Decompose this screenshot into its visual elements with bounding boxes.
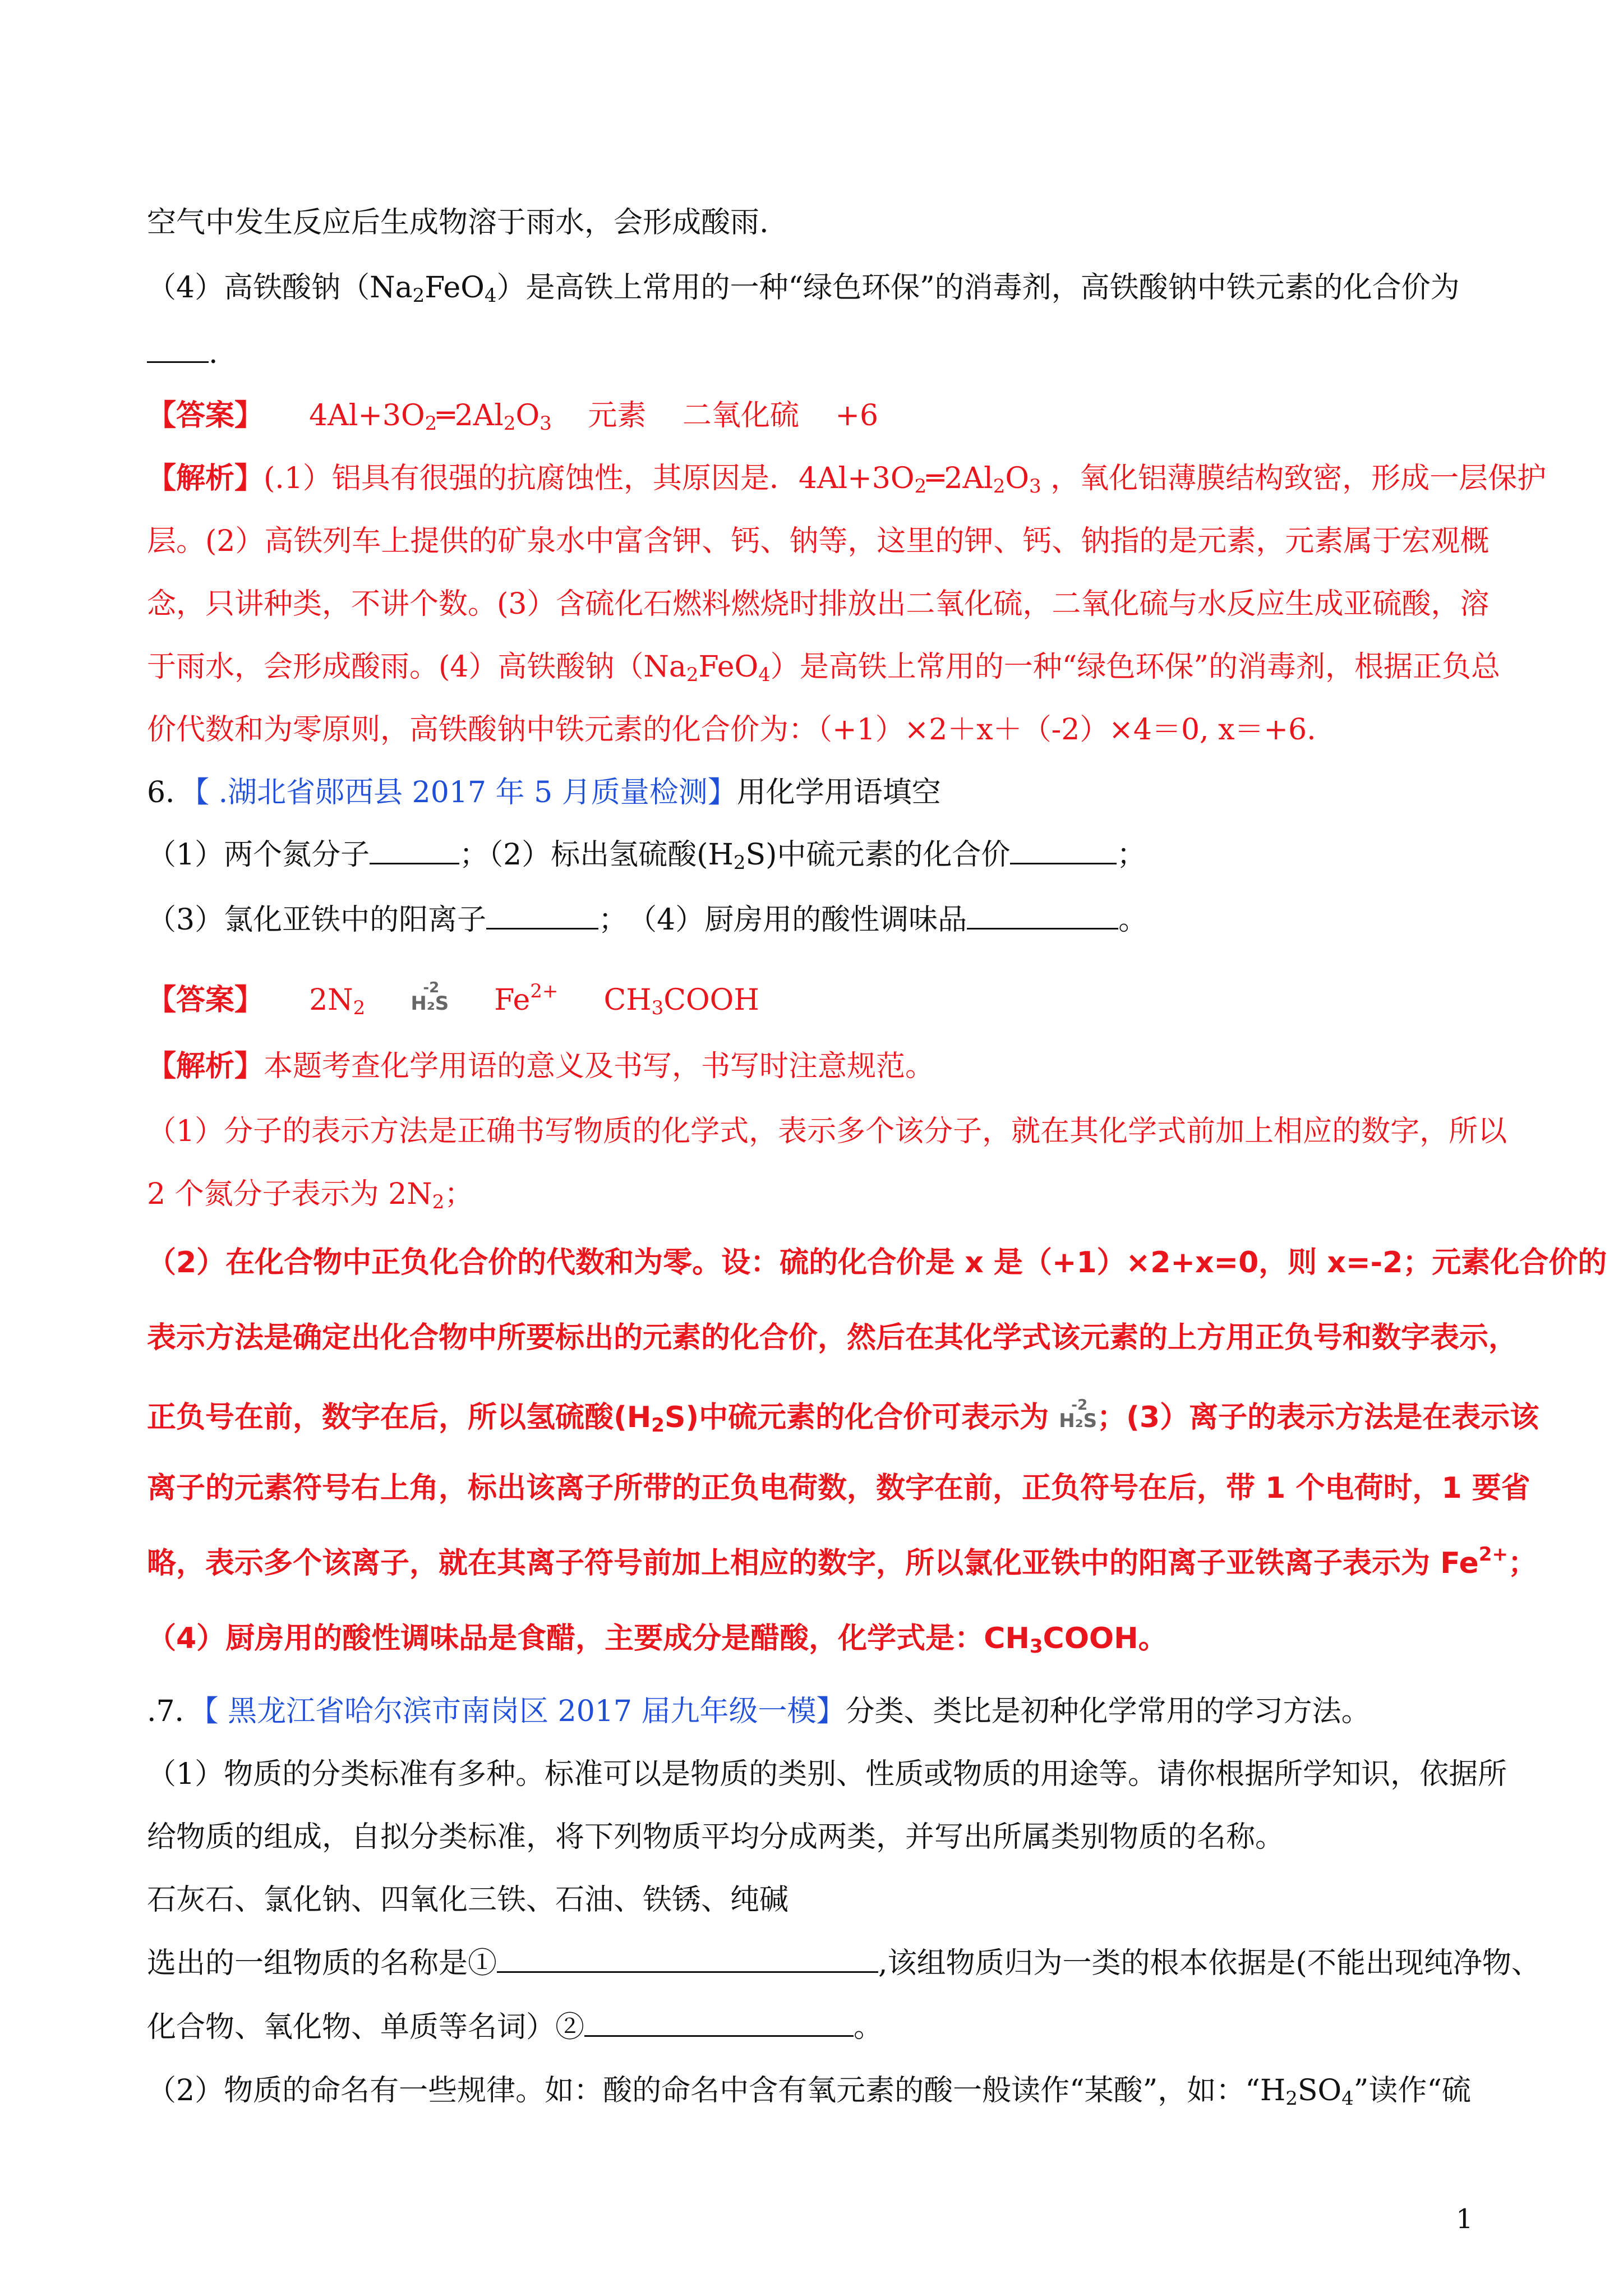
explanation-2-line: （1）分子的表示方法是正确书写物质的化学式，表示多个该分子，就在其化学式前加上相应的数字，所以 (147, 1115, 1507, 1148)
question-7-line: 选出的一组物质的名称是① ,该组物质归为一类的根本依据是(不能出现纯净物、 (147, 1943, 1541, 1982)
explanation-2-bold-line: 略，表示多个该离子，就在其离子符号前加上相应的数字，所以氯化亚铁中的阳离子亚铁离子表示为 $Fe^{2+}$； (147, 1543, 1537, 1580)
answer-tag: 【答案】 (147, 398, 264, 432)
answer-tag: 【答案】 (147, 983, 264, 1017)
answer-blank (967, 900, 1118, 930)
h2s-valence-image: -2 H₂S (411, 979, 449, 1015)
question-7-line: 给物质的组成，自拟分类标准，将下列物质平均分成两类，并写出所属类别物质的名称。 (147, 1820, 1285, 1854)
h2s-valence-image: -2 H₂S (1059, 1397, 1098, 1432)
question-source: 【 黑龙江省哈尔滨市南岗区 2017 届九年级一模】 (204, 1695, 846, 1728)
question-source: 【 .湖北省郧西县 2017 年 5 月质量检测】 (195, 776, 737, 809)
explanation-2-bold-line: （4）厨房用的酸性调味品是食醋，主要成分是醋酸，化学式是：$CH_3COOH$。 (147, 1622, 1168, 1658)
answer-blank (497, 1943, 878, 1973)
explanation-1-line: 【解析】(.1）铝具有很强的抗腐蚀性，其原因是．$4Al+3O_2═2Al_2O_3$ ，氧化铝薄膜结构致密，形成一层保护 (147, 461, 1547, 498)
question-4-line: （4）高铁酸钠$(Na_2FeO_4)$是高铁上常用的一种“绿色环保”的消毒剂，高铁酸钠中铁元素的化合价为 (147, 271, 1460, 307)
explanation-1-line: 层。(2）高铁列车上提供的矿泉水中富含钾、钙、钠等，这里的钾、钙、钠指的是元素，元素属于宏观概 (147, 524, 1490, 558)
question-6-line: （1）两个氮分子 ；（2）标出氢硫酸$(H_2S)$中硫元素的化合价 ； (147, 835, 1146, 874)
explanation-tag: 【解析】 (147, 1049, 264, 1083)
answer-1: 【答案】 $4Al+3O_2═2Al_2O_3$ 元素 二氧化硫 +6 (147, 398, 879, 435)
answer-blank (584, 2007, 854, 2037)
explanation-2-bold-line: 离子的元素符号右上角，标出该离子所带的正负电荷数，数字在前，正负符号在后，带 1 个电荷时，1 要省 (147, 1471, 1530, 1505)
answer-blank (486, 900, 598, 930)
answer-2: 【答案】 $2N_2$ -2 H₂S $Fe^{2+}$ $CH_3COOH$ (147, 976, 759, 1015)
question-6-title: 6．【 .湖北省郧西县 2017 年 5 月质量检测】用化学用语填空 (147, 776, 941, 809)
explanation-tag: 【解析】 (147, 461, 264, 495)
question-6-line: （3）氯化亚铁中的阳离子 ； （4）厨房用的酸性调味品 。 (147, 900, 1147, 939)
explanation-2-line: 【解析】本题考查化学用语的意义及书写，书写时注意规范。 (147, 1049, 935, 1083)
answer-blank (147, 333, 209, 363)
question-7-line: 石灰石、氯化钠、四氧化三铁、石油、铁锈、纯碱 (147, 1883, 789, 1917)
page-number: 1 (1456, 2203, 1473, 2235)
text-line: 空气中发生反应后生成物溶于雨水，会形成酸雨. (147, 206, 769, 240)
explanation-1-line: 价代数和为零原则，高铁酸钠中铁元素的化合价为：（+1）×2＋x＋（-2）×4＝0, x＝+6. (147, 713, 1316, 747)
question-7-line: （2）物质的命名有一些规律。如：酸的命名中含有氧元素的酸一般读作“某酸”，如：“$H_2SO_4$”读作“硫 (147, 2074, 1471, 2110)
question-7-title: .7．【 黑龙江省哈尔滨市南岗区 2017 届九年级一模】分类、类比是初种化学常用的学习方法。 (147, 1695, 1371, 1728)
answer-blank-line: . (147, 333, 218, 372)
explanation-2-bold-line: （2）在化合物中正负化合价的代数和为零。设：硫的化合价是 x 是（+1）×2+x=0，则 x=-2；元素化合价的 (147, 1246, 1607, 1280)
explanation-1-line: 于雨水，会形成酸雨。(4）高铁酸钠$(Na_2FeO_4)$是高铁上常用的一种“绿色环保”的消毒剂，根据正负总 (147, 650, 1500, 686)
explanation-2-bold-line: 表示方法是确定出化合物中所要标出的元素的化合价，然后在其化学式该元素的上方用正负号和数字表示， (147, 1321, 1518, 1355)
explanation-2-bold-line: 正负号在前，数字在后，所以氢硫酸$(H_2S)$中硫元素的化合价可表示为 -2 H₂S；(3）离子的表示方法是在表示该 (147, 1393, 1539, 1433)
explanation-2-line: 2 个氮分子表示为 $2N_2$； (147, 1177, 474, 1213)
question-7-line: （1）物质的分类标准有多种。标准可以是物质的类别、性质或物质的用途等。请你根据所学知识，依据所 (147, 1757, 1507, 1791)
answer-blank (370, 835, 459, 864)
answer-blank (1010, 835, 1117, 864)
explanation-1-line: 念，只讲种类，不讲个数。(3）含硫化石燃料燃烧时排放出二氧化硫，二氧化硫与水反应生成亚硫酸，溶 (147, 587, 1490, 621)
question-7-line: 化合物、氧化物、单质等名词）② 。 (147, 2007, 883, 2046)
